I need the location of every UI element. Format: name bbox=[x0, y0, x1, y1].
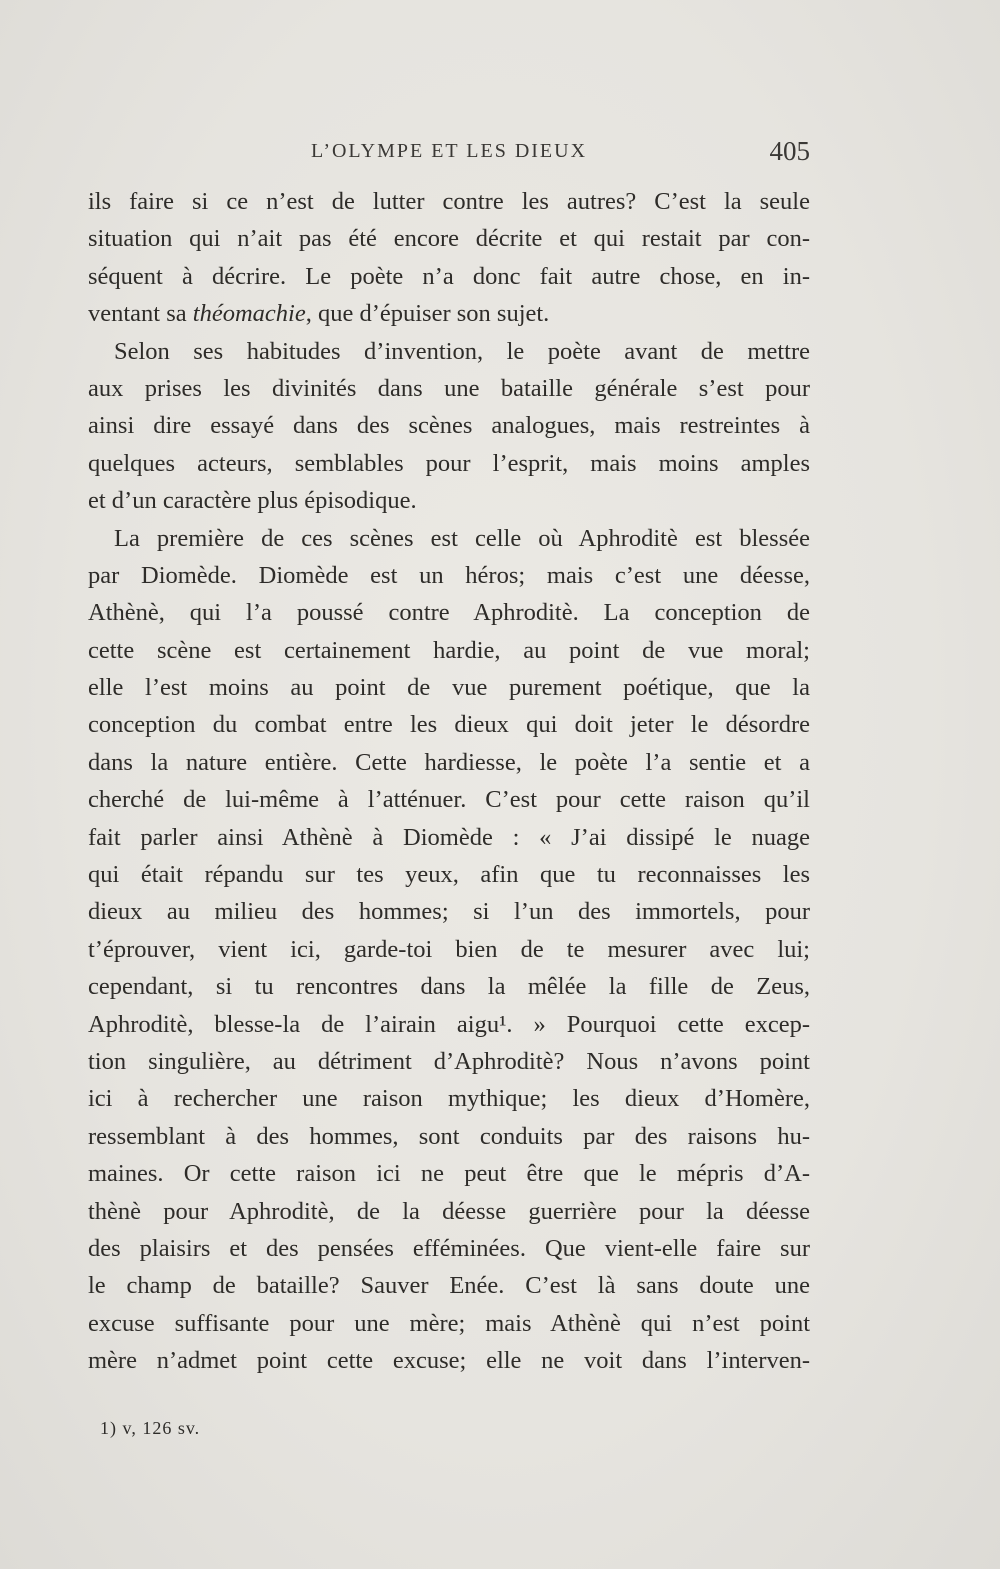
text-line: dans la nature entière. Cette hardiesse, le poète l’a sentie et a bbox=[88, 748, 810, 776]
text-line: t’éprouver, vient ici, garde-toi bien de te mesurer avec lui; bbox=[88, 935, 810, 963]
text-line: quelques acteurs, semblables pour l’esprit, mais moins amples bbox=[88, 449, 810, 477]
text-line: thènè pour Aphroditè, de la déesse guerrière pour la déesse bbox=[88, 1197, 810, 1225]
text-line: ventant sa théomachie, que d’épuiser son sujet. bbox=[88, 300, 550, 328]
text-line: ainsi dire essayé dans des scènes analogues, mais restreintes à bbox=[88, 412, 810, 440]
text-line: cherché de lui-même à l’atténuer. C’est pour cette raison qu’il bbox=[88, 786, 810, 814]
page-number: 405 bbox=[769, 136, 810, 166]
body-text bbox=[88, 183, 810, 1380]
text-line: Aphroditè, blesse-la de l’airain aigu¹. » Pourquoi cette excep- bbox=[88, 1010, 810, 1038]
text-line: Selon ses habitudes d’invention, le poète avant de mettre bbox=[114, 337, 810, 365]
text-line: La première de ces scènes est celle où Aphroditè est blessée bbox=[114, 524, 810, 552]
text-line: ici à rechercher une raison mythique; les dieux d’Homère, bbox=[88, 1085, 810, 1113]
text-line: maines. Or cette raison ici ne peut être que le mépris d’A- bbox=[88, 1160, 810, 1188]
text-line: excuse suffisante pour une mère; mais Athènè qui n’est point bbox=[88, 1309, 810, 1337]
text-line: qui était répandu sur tes yeux, afin que tu reconnaisses les bbox=[88, 861, 810, 889]
text-line: tion singulière, au détriment d’Aphroditè? Nous n’avons point bbox=[88, 1047, 810, 1075]
text-line: ressemblant à des hommes, sont conduits par des raisons hu- bbox=[88, 1122, 810, 1150]
text-line: par Diomède. Diomède est un héros; mais c’est une déesse, bbox=[88, 561, 810, 589]
text-line: cette scène est certainement hardie, au point de vue moral; bbox=[88, 636, 810, 664]
text-line: dieux au milieu des hommes; si l’un des immortels, pour bbox=[88, 898, 810, 926]
text-line: fait parler ainsi Athènè à Diomède : « J’ai dissipé le nuage bbox=[88, 823, 810, 851]
text-line: elle l’est moins au point de vue purement poétique, que la bbox=[88, 674, 810, 702]
text-line: le champ de bataille? Sauver Enée. C’est là sans doute une bbox=[88, 1272, 810, 1300]
text-line: des plaisirs et des pensées efféminées. Que vient-elle faire sur bbox=[88, 1234, 810, 1262]
text-line: situation qui n’ait pas été encore décrite et qui restait par con- bbox=[88, 225, 810, 253]
text-line: aux prises les divinités dans une bataille générale s’est pour bbox=[88, 374, 810, 402]
page-header bbox=[88, 136, 810, 172]
text-line: et d’un caractère plus épisodique. bbox=[88, 487, 417, 515]
text-line: Athènè, qui l’a poussé contre Aphroditè. La conception de bbox=[88, 599, 810, 627]
footnote: 1) v, 126 sv. bbox=[100, 1418, 201, 1438]
text-line: séquent à décrire. Le poète n’a donc fait autre chose, en in- bbox=[88, 262, 810, 290]
text-line: ils faire si ce n’est de lutter contre les autres? C’est la seule bbox=[88, 188, 810, 215]
text-line: mère n’admet point cette excuse; elle ne voit dans l’interven- bbox=[88, 1347, 810, 1375]
text-line: cependant, si tu rencontres dans la mêlée la fille de Zeus, bbox=[88, 973, 810, 1001]
text-line: conception du combat entre les dieux qui doit jeter le désordre bbox=[88, 711, 810, 739]
running-title: L’OLYMPE ET LES DIEUX bbox=[310, 140, 588, 162]
italic-term: théomachie bbox=[192, 300, 306, 328]
